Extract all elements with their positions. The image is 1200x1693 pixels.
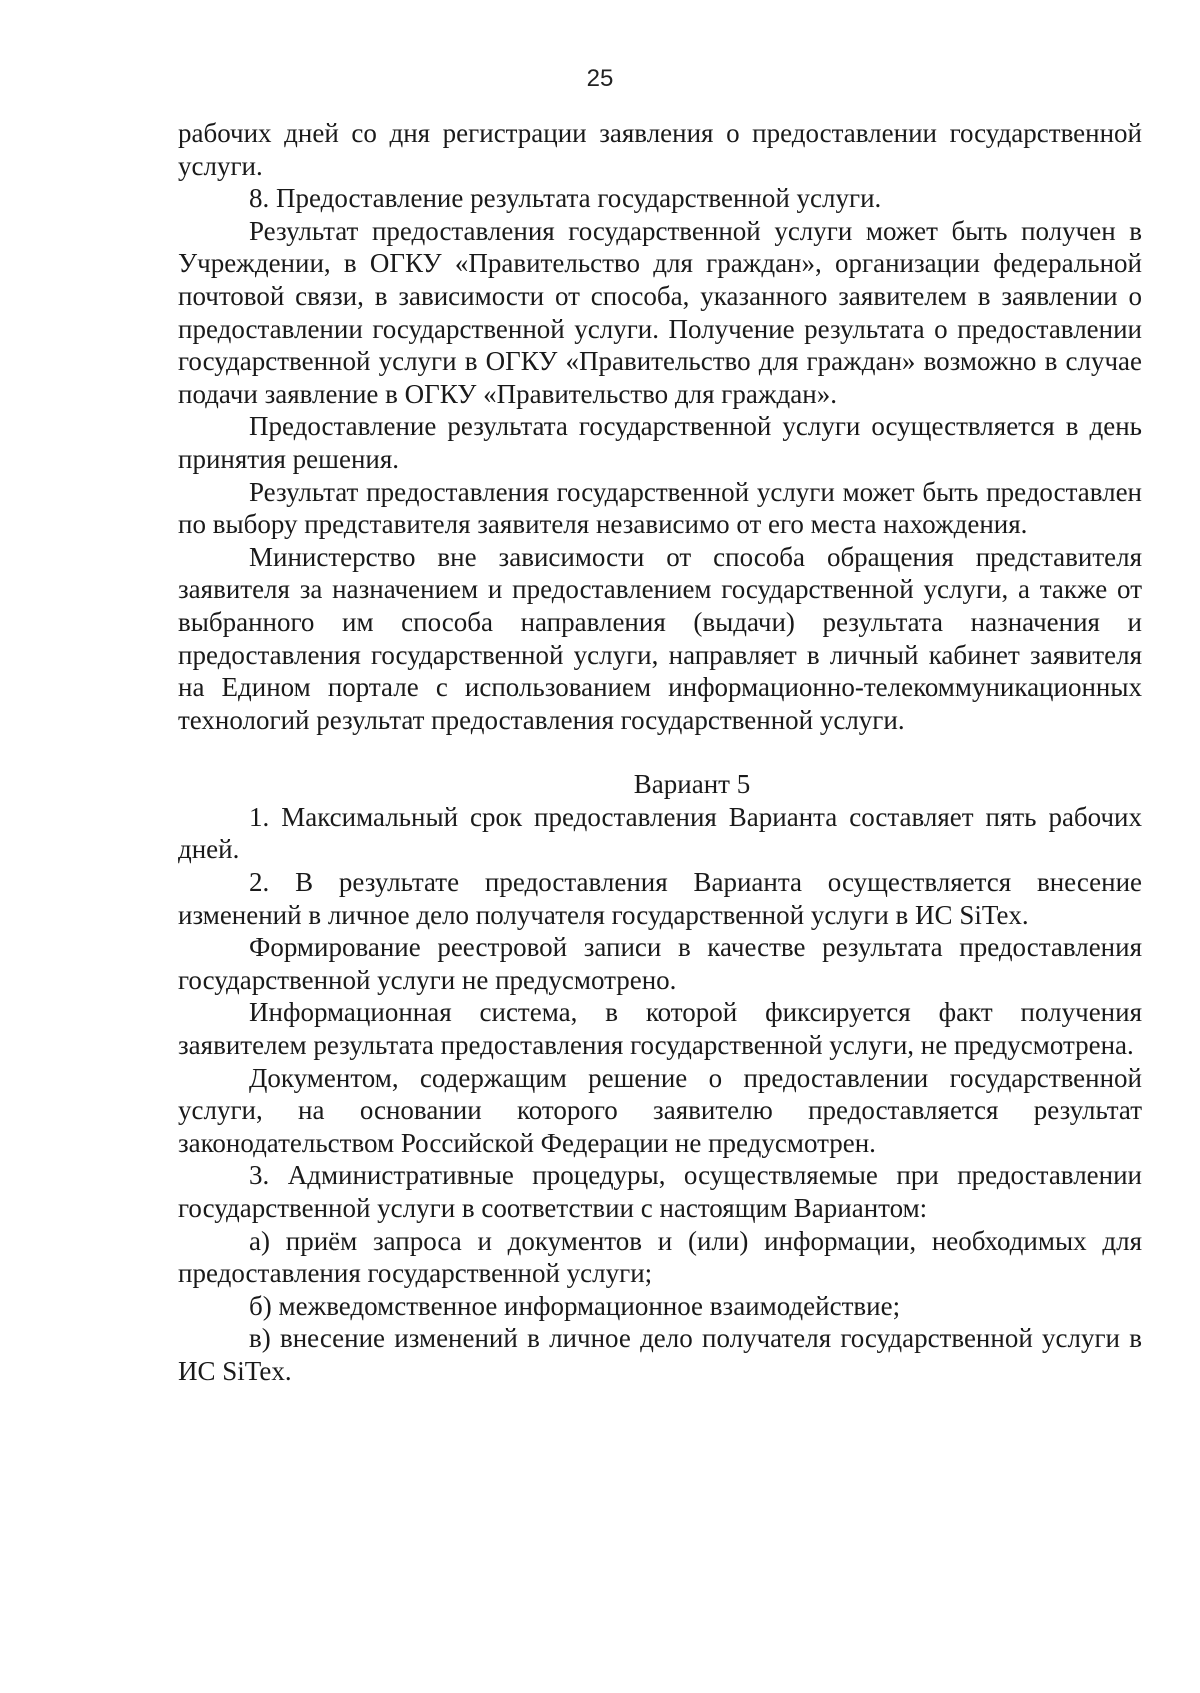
paragraph-continuation: рабочих дней со дня регистрации заявления о предоставлении государственной услуги. [178, 118, 1142, 181]
list-item-v: в) внесение изменений в личное дело получателя государственной услуги в ИС SiTex. [178, 1323, 1142, 1386]
paragraph-registry-record: Формирование реестровой записи в качестве результата предоставления государственной услуги не предусмотрено. [178, 932, 1142, 995]
document-body [178, 117, 1142, 1388]
paragraph-result-receipt: Результат предоставления государственной услуги может быть получен в Учреждении, в ОГКУ «Правительство для граждан», организации федеральной почтовой связи, в зависимости от способа, указанного заявителем в заявлении о предоставлении государственной услуги. Получение результата о предоставлении государственной услуги в ОГКУ «Правительство для граждан» возможно в случае подачи заявление в ОГКУ «Правительство для граждан». [178, 215, 1142, 409]
section-title-variant-5: Вариант 5 [633, 769, 751, 800]
page-number: 25 [586, 65, 614, 92]
paragraph-admin-procedures: 3. Административные процедуры, осуществляемые при предоставлении государственной услуги в соответствии с настоящим Вариантом: [178, 1160, 1142, 1223]
paragraph-decision-document: Документом, содержащим решение о предоставлении государственной услуги, на основании которого заявителю предоставляется результат законодательством Российской Федерации не предусмотрен. [178, 1062, 1142, 1158]
list-item-b: б) межведомственное информационное взаимодействие; [249, 1290, 901, 1321]
paragraph-ministry-cabinet: Министерство вне зависимости от способа обращения представителя заявителя за назначением и предоставлением государственной услуги, а также от выбранного им способа направления (выдачи) результата назначения и предоставления государственной услуги, направляет в личный кабинет заявителя на Едином портале с использованием информационно-телекоммуникационных технологий результат предоставления государственной услуги. [178, 541, 1142, 735]
paragraph-result-timing: Предоставление результата государственной услуги осуществляется в день принятия решения. [178, 411, 1142, 474]
paragraph-result-choice: Результат предоставления государственной услуги может быть предоставлен по выбору представителя заявителя независимо от его места нахождения. [178, 476, 1142, 540]
paragraph-variant-term: 1. Максимальный срок предоставления Варианта составляет пять рабочих дней. [178, 801, 1142, 865]
paragraph-item-8-heading: 8. Предоставление результата государственной услуги. [249, 183, 882, 214]
list-item-a: а) приём запроса и документов и (или) информации, необходимых для предоставления государственной услуги; [178, 1225, 1142, 1289]
paragraph-information-system: Информационная система, в которой фиксируется факт получения заявителем результата предоставления государственной услуги, не предусмотрена. [178, 997, 1142, 1061]
paragraph-variant-result: 2. В результате предоставления Варианта осуществляется внесение изменений в личное дело получателя государственной услуги в ИС SiTex. [178, 867, 1142, 930]
